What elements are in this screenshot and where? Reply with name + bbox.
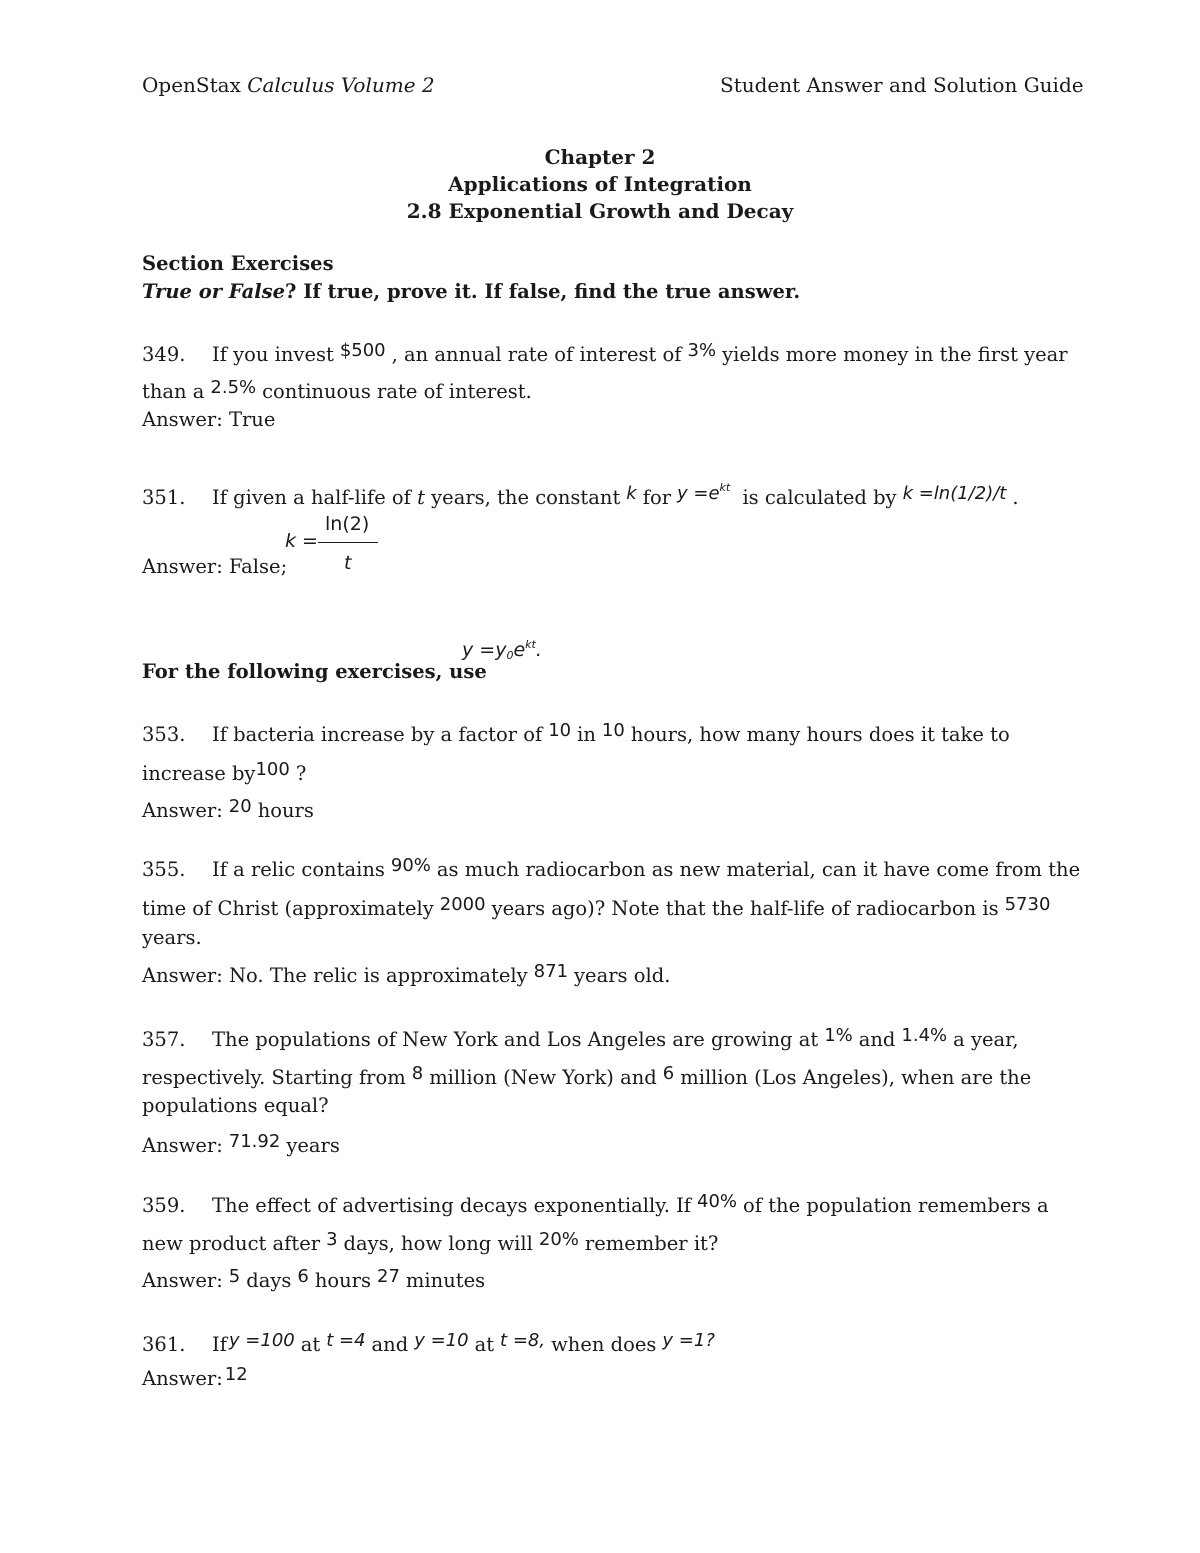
math: 6 [297, 1266, 309, 1287]
exercise-361-answer [142, 1364, 254, 1390]
text: If given a half-life of [212, 486, 411, 509]
text: continuous rate of interest. [262, 380, 532, 403]
math: 1.4% [901, 1025, 948, 1046]
math-text: y =e [677, 483, 720, 504]
answer-label: Answer: [142, 799, 223, 822]
fraction-numerator: ln(2) [325, 513, 370, 535]
header-right: Student Answer and Solution Guide [720, 73, 1084, 97]
text: years ago)? Note that the half-life of radiocarbon is [491, 897, 999, 920]
header-left [142, 73, 435, 97]
text: hours [314, 1269, 372, 1292]
text: years old. [574, 964, 671, 987]
exercise-355-line3: years. [142, 926, 202, 949]
text: respectively. Starting from [142, 1066, 406, 1089]
math: y =100 [228, 1330, 295, 1351]
text: than a [142, 380, 205, 403]
text: is calculated by [742, 486, 897, 509]
text: yields more money in the first year [722, 343, 1068, 366]
text: time of Christ (approximately [142, 897, 434, 920]
text: increase by [142, 762, 256, 785]
text: in [577, 723, 596, 746]
text: The populations of New York and Los Angeles are growing at [212, 1028, 819, 1051]
text: for [642, 486, 672, 509]
exercise-359-answer [142, 1266, 485, 1292]
text: million (Los Angeles), when are the [680, 1066, 1032, 1089]
text: remember it? [584, 1232, 719, 1255]
exercise-361-line1 [142, 1330, 721, 1356]
exercise-355-line1 [142, 855, 1080, 881]
math: 12 [224, 1364, 248, 1385]
math: 3% [687, 340, 717, 361]
math: 6 [662, 1063, 675, 1084]
math: t =8, [500, 1330, 546, 1351]
section-title: 2.8 Exponential Growth and Decay [406, 199, 794, 223]
math: 5 [228, 1266, 241, 1287]
text: hours [257, 799, 314, 822]
text: , an annual rate of interest of [391, 343, 682, 366]
text: of the population remembers a [743, 1194, 1049, 1217]
math: 10 [601, 720, 625, 741]
text: million (New York) and [429, 1066, 657, 1089]
exercise-357-line1 [142, 1025, 1019, 1051]
text: If [212, 1333, 227, 1356]
header-book-title: Calculus Volume 2 [247, 73, 435, 97]
math: y =10 [414, 1330, 469, 1351]
exercise-349-line2 [142, 377, 532, 403]
instruction-rest: ? If true, prove it. If false, find the true answer. [285, 280, 801, 303]
math: 2000 [439, 894, 486, 915]
math: 20% [538, 1229, 579, 1250]
model-equation [462, 638, 542, 662]
math: $500 [339, 340, 386, 361]
exercise-357-answer [142, 1131, 340, 1157]
exercise-number: 353. [142, 723, 186, 746]
exercise-number: 351. [142, 486, 186, 509]
math: 20 [228, 796, 252, 817]
text: days, how long will [343, 1232, 533, 1255]
exercise-349-line1 [142, 340, 1068, 366]
fraction-denominator: t [344, 552, 352, 574]
answer-label: Answer: No. The relic is approximately [142, 964, 528, 987]
exercise-359-line2 [142, 1229, 718, 1255]
math: 5730 [1004, 894, 1051, 915]
text: and [858, 1028, 896, 1051]
math-text: . [535, 639, 542, 661]
math: 71.92 [228, 1131, 281, 1152]
text: If you invest [212, 343, 334, 366]
section-heading: Section Exercises [142, 252, 334, 275]
instruction-italic: True or False [142, 280, 286, 303]
math: k [626, 483, 637, 504]
text: as much radiocarbon as new material, can it have come from the [436, 858, 1081, 881]
text: . [1012, 486, 1019, 509]
math: 871 [533, 961, 569, 982]
answer-label: Answer: [142, 1134, 223, 1157]
text: a year, [953, 1028, 1019, 1051]
text: years, the constant [431, 486, 621, 509]
exercise-351-answer: Answer: False; [142, 555, 288, 578]
text: If bacteria increase by a factor of [212, 723, 543, 746]
exercise-number: 355. [142, 858, 186, 881]
fraction-bar [318, 542, 378, 543]
math: 10 [548, 720, 572, 741]
answer-label: Answer: [142, 1269, 223, 1292]
subscript: 0 [506, 649, 514, 662]
superscript: kt [719, 481, 731, 494]
exercise-355-answer [142, 961, 670, 987]
text: The effect of advertising decays exponentially. If [212, 1194, 692, 1217]
answer-label: Answer: [142, 1367, 223, 1390]
math: 1% [824, 1025, 853, 1046]
math: 90% [390, 855, 431, 876]
math: 2.5% [210, 377, 257, 398]
exercise-355-line2 [142, 894, 1056, 920]
exercise-357-line2 [142, 1063, 1031, 1089]
exercise-number: 361. [142, 1333, 186, 1356]
math: y =1? [662, 1330, 715, 1351]
variable: t [417, 486, 425, 509]
math-text: y =y [462, 639, 507, 661]
text: new product after [142, 1232, 321, 1255]
exercise-353-line1 [142, 720, 1010, 746]
math: 3 [326, 1229, 338, 1250]
superscript: kt [525, 638, 536, 651]
exercise-349-answer: Answer: True [142, 408, 276, 431]
text: minutes [405, 1269, 486, 1292]
math: k =ln(1/2)/t [902, 483, 1007, 504]
text: years [286, 1134, 340, 1157]
chapter-subject: Applications of Integration [448, 172, 752, 196]
instructions [142, 280, 800, 303]
text: hours, how many hours does it take to [630, 723, 1010, 746]
text: at [474, 1333, 495, 1356]
header-publisher: OpenStax [142, 73, 248, 97]
exercise-351-line1 [142, 481, 1019, 509]
math-exp [677, 481, 730, 504]
exercise-number: 357. [142, 1028, 186, 1051]
math-text: e [513, 639, 526, 661]
math: 27 [377, 1266, 400, 1287]
following-instruction: For the following exercises, use [142, 660, 487, 683]
text: and [371, 1333, 409, 1356]
exercise-353-line2 [142, 759, 306, 785]
text: when does [551, 1333, 657, 1356]
exercise-number: 359. [142, 1194, 186, 1217]
exercise-353-answer [142, 796, 314, 822]
text: at [300, 1333, 321, 1356]
math: 100 [255, 759, 290, 780]
chapter-title: Chapter 2 [544, 145, 656, 169]
exercise-357-line3: populations equal? [142, 1094, 329, 1117]
math: 8 [411, 1063, 424, 1084]
text: days [246, 1269, 292, 1292]
text: If a relic contains [212, 858, 385, 881]
fraction-lhs: k = [285, 530, 318, 552]
math: 40% [697, 1191, 738, 1212]
exercise-number: 349. [142, 343, 186, 366]
math: t =4 [326, 1330, 366, 1351]
exercise-359-line1 [142, 1191, 1049, 1217]
text: ? [295, 762, 307, 785]
